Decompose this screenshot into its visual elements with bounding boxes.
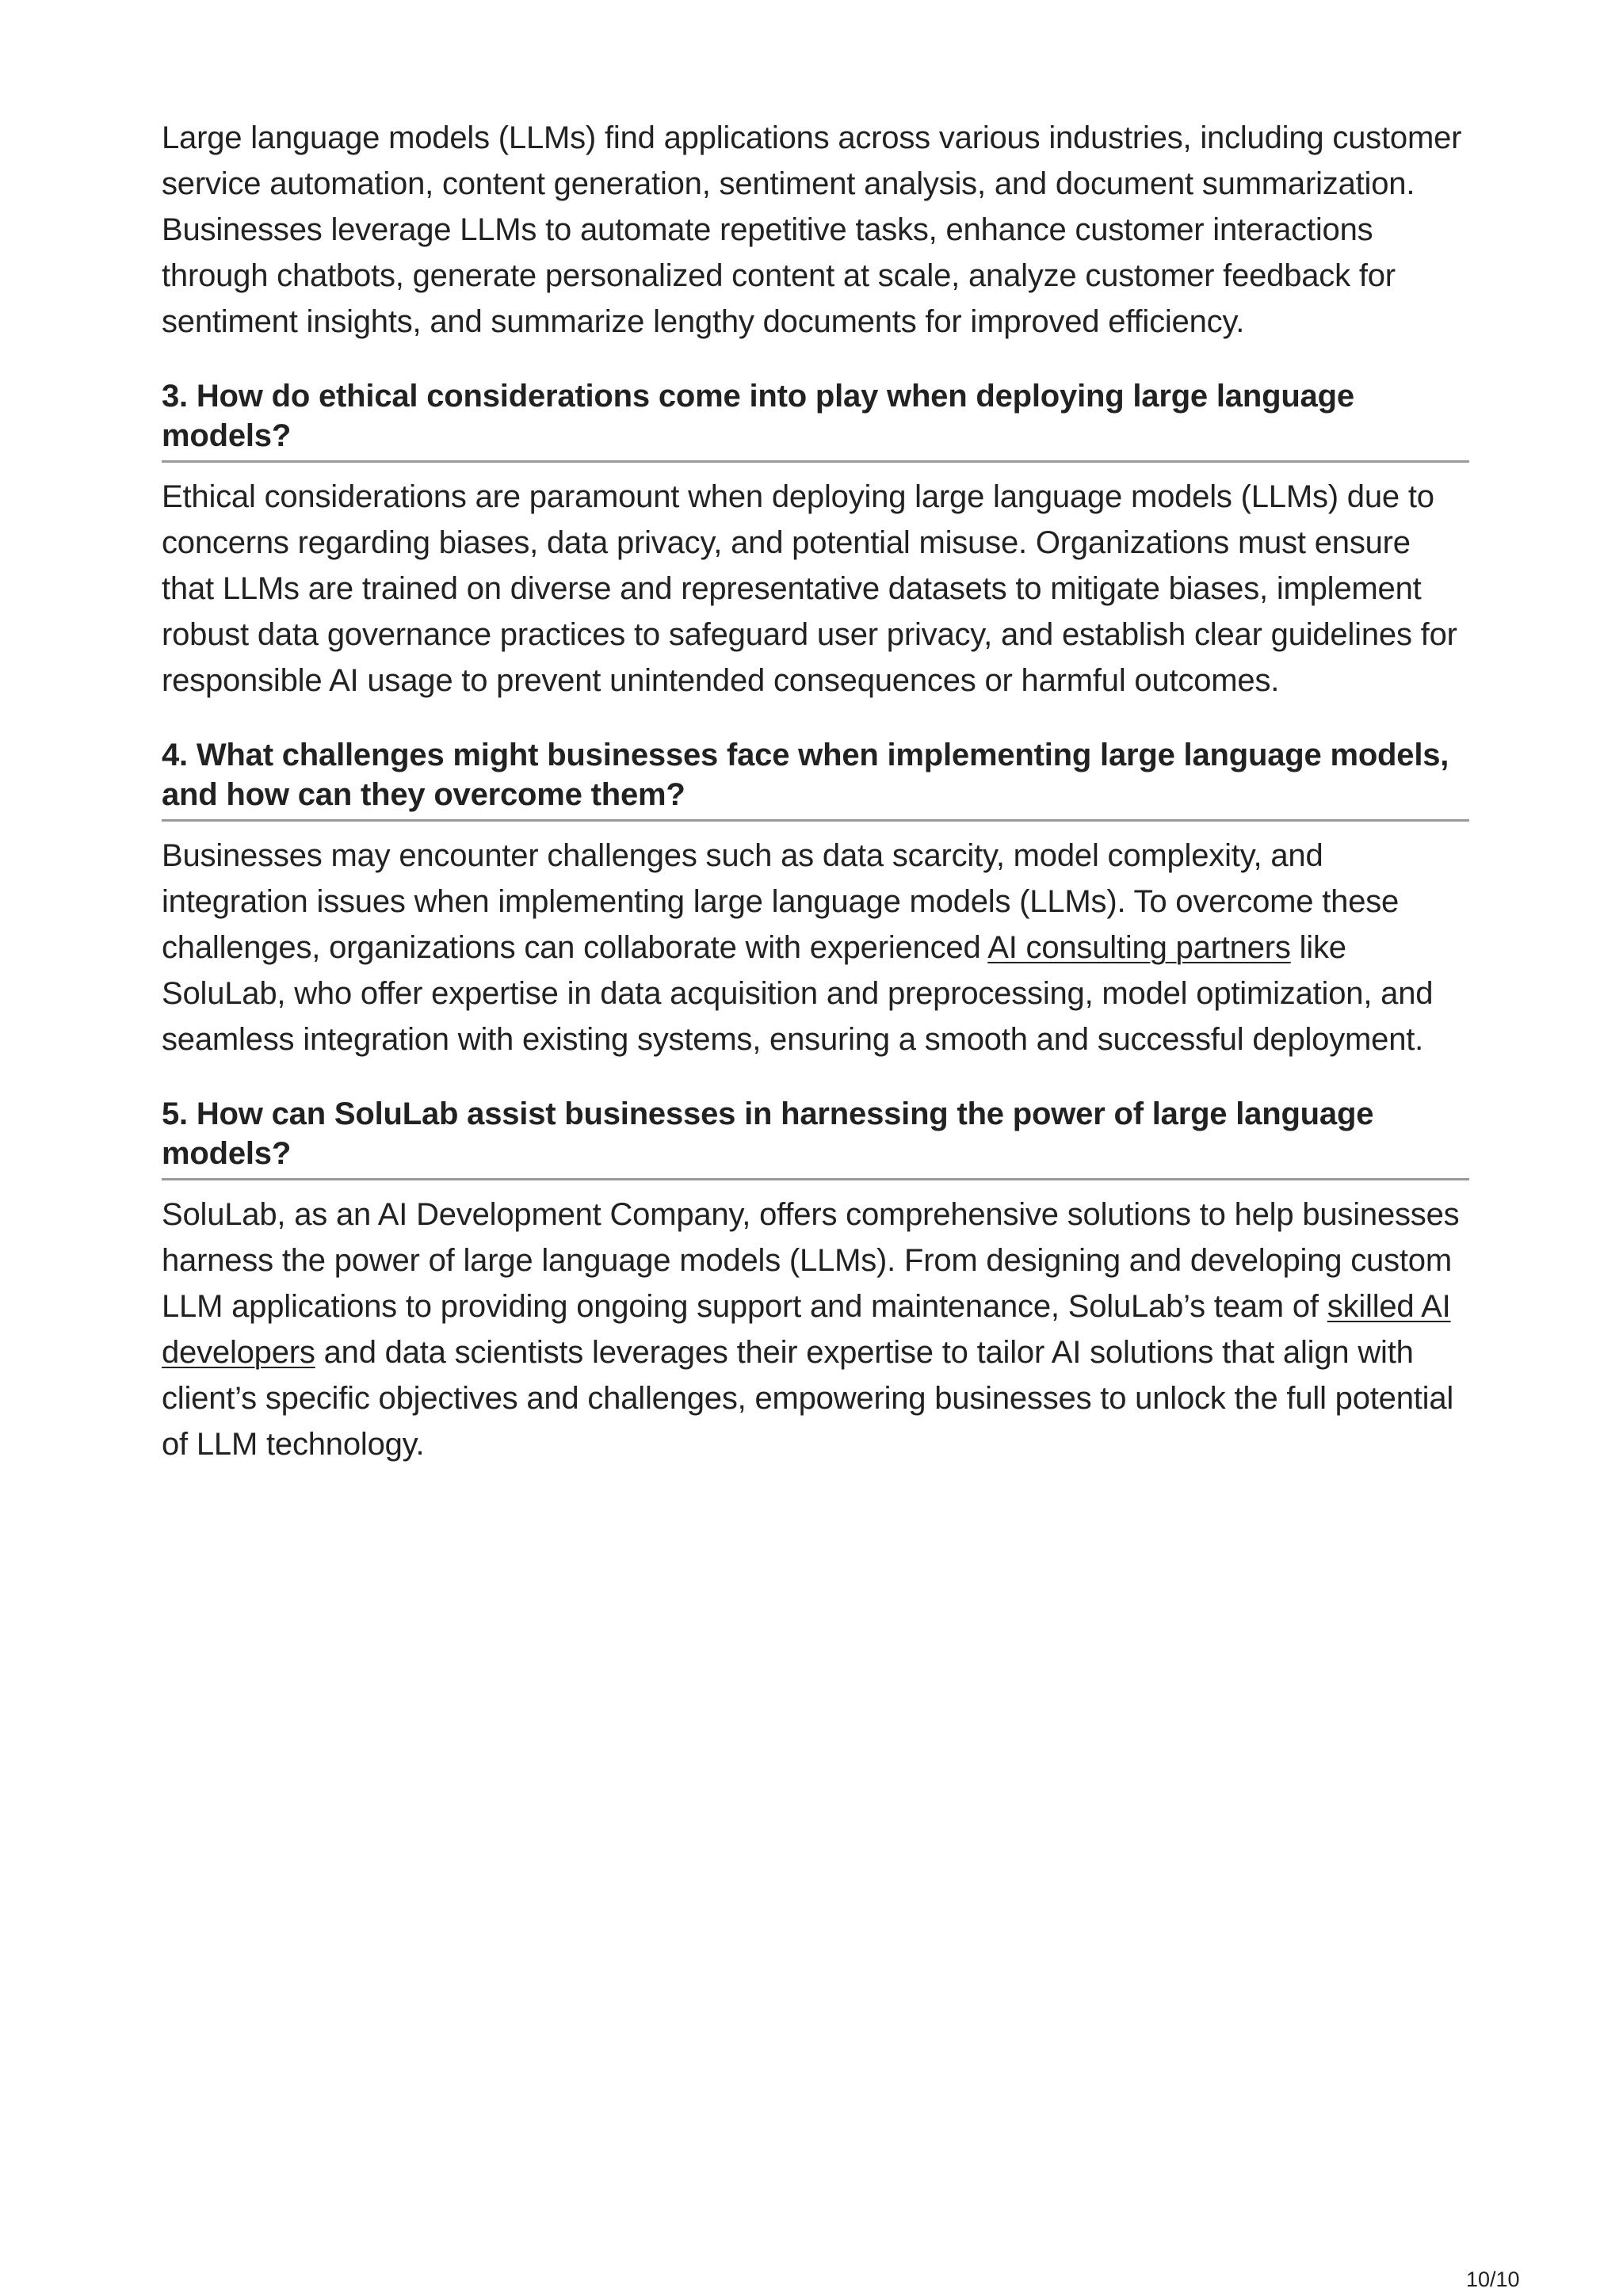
answer-text: SoluLab, as an AI Development Company, offers comprehensive solutions to help businesses harness the power of large language models (LLMs). From designing and developing custom LLM applications to providing ongoing support and maintenance, SoluLab’s team of <box>162 1197 1460 1324</box>
answer-text: Businesses may encounter challenges such as data scarcity, model complexity, and integration issues when implementing large language models (LLMs). To overcome these challenges, organizations can collaborate with experienced <box>162 838 1400 965</box>
spacer <box>162 1062 1469 1094</box>
answer-text: like SoluLab, who offer expertise in data acquisition and preprocessing, model optimization, and seamless integration with existing systems, ensuring a smooth and successful deployment. <box>162 930 1434 1057</box>
intro-paragraph: Large language models (LLMs) find applications across various industries, including customer service automation, content generation, sentiment analysis, and document summarization. Businesses leverage LLMs to automate repetitive tasks, enhance customer interactions through chatbots, generate personalized content at scale, analyze customer feedback for sentiment insights, and summarize lengthy documents for improved efficiency. <box>162 120 1462 339</box>
faq-answer: Ethical considerations are paramount when deploying large language models (LLMs) due to concerns regarding biases, data privacy, and potential misuse. Organizations must ensure that LLMs are trained on diverse and representative datasets to mitigate biases, implement robust data governance practices to safeguard user privacy, and establish clear guidelines for responsible AI usage to prevent unintended consequences or harmful outcomes. <box>162 479 1457 698</box>
faq-question: 3. How do ethical considerations come into play when deploying large language models? <box>162 379 1354 453</box>
faq-item-5 <box>162 1094 1469 1467</box>
faq-question: 5. How can SoluLab assist businesses in harnessing the power of large language models? <box>162 1097 1374 1171</box>
faq-question: 4. What challenges might businesses face when implementing large language models, and how can they overcome them? <box>162 738 1449 812</box>
divider <box>162 460 1469 463</box>
divider <box>162 819 1469 822</box>
spacer <box>162 704 1469 735</box>
faq-answer <box>162 1192 1469 1467</box>
answer-text: and data scientists leverages their expertise to tailor AI solutions that align with client’s specific objectives and challenges, empowering businesses to unlock the full potential of LLM technology. <box>162 1335 1454 1462</box>
spacer <box>162 345 1469 376</box>
divider <box>162 1178 1469 1180</box>
skilled-ai-developers-link[interactable]: skilled AI developers <box>162 1289 1451 1370</box>
faq-answer <box>162 833 1469 1062</box>
faq-item-3 <box>162 376 1469 704</box>
article-content <box>162 115 1469 1467</box>
ai-consulting-partners-link[interactable]: AI consulting partners <box>987 930 1291 965</box>
faq-item-4 <box>162 735 1469 1062</box>
page-number: 10/10 <box>1466 2267 1520 2291</box>
